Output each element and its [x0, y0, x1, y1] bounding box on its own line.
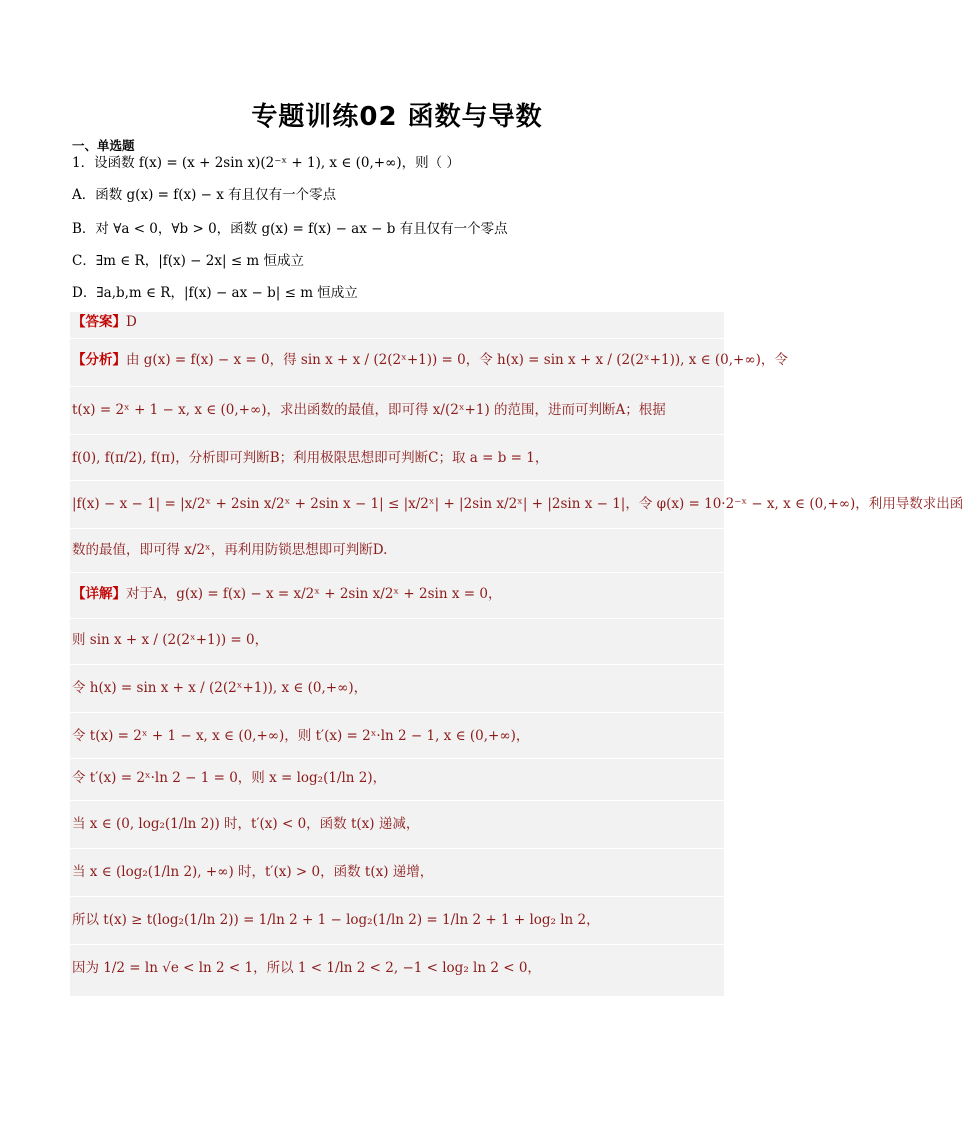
detail-text-1: 对于A，g(x) = f(x) − x = x/2ˣ + 2sin x/2ˣ + 2sin x = 0， [126, 586, 502, 602]
answer-tag: 【答案】 [72, 314, 126, 330]
detail-text-2: 则 sin x + x / (2(2ˣ+1)) = 0， [72, 632, 269, 648]
analysis-text-2: t(x) = 2ˣ + 1 − x, x ∈ (0,+∞)，求出函数的最值，即可得 x/(2ˣ+1) 的范围，进而可判断A；根据 [72, 402, 666, 418]
detail-text-9: 因为 1/2 = ln √e < ln 2 < 1，所以 1 < 1/ln 2 < 2, −1 < log₂ ln 2 < 0， [72, 960, 541, 976]
detail-text-6: 当 x ∈ (0, log₂(1/ln 2)) 时，t′(x) < 0，函数 t(x) 递减， [72, 816, 420, 832]
detail-text-5: 令 t′(x) = 2ˣ·ln 2 − 1 = 0，则 x = log₂(1/ln 2)， [72, 770, 387, 786]
answer-line [72, 312, 137, 332]
analysis-text-5: 数的最值，即可得 x/2ˣ，再利用防锁思想即可判断D. [72, 542, 388, 558]
analysis-text-3: f(0), f(π/2), f(π)，分析即可判断B；利用极限思想即可判断C；取 a = b = 1， [72, 450, 549, 466]
detail-text-3: 令 h(x) = sin x + x / (2(2ˣ+1)), x ∈ (0,+∞)， [72, 680, 368, 696]
analysis-text-1: 由 g(x) = f(x) − x = 0，得 sin x + x / (2(2ˣ+1)) = 0，令 h(x) = sin x + x / (2(2ˣ+1)), x ∈ (0,+∞)，令 [126, 352, 788, 368]
answer-value: D [126, 314, 137, 330]
question-stem: 1．设函数 f(x) = (x + 2sin x)(2⁻ˣ + 1), x ∈ (0,+∞)，则（ ） [72, 155, 460, 171]
analysis-tag: 【分析】 [72, 352, 126, 368]
option-c: C．∃m ∈ R，|f(x) − 2x| ≤ m 恒成立 [72, 253, 305, 269]
detail-tag: 【详解】 [72, 586, 126, 602]
page-title: 专题训练02 函数与导数 [251, 102, 543, 132]
section-heading: 一、单选题 [72, 138, 135, 153]
detail-text-7: 当 x ∈ (log₂(1/ln 2), +∞) 时，t′(x) > 0，函数 t(x) 递增， [72, 864, 434, 880]
option-b: B．对 ∀a < 0，∀b > 0，函数 g(x) = f(x) − ax − b 有且仅有一个零点 [72, 221, 508, 237]
option-d: D．∃a,b,m ∈ R，|f(x) − ax − b| ≤ m 恒成立 [72, 285, 358, 301]
detail-text-4: 令 t(x) = 2ˣ + 1 − x, x ∈ (0,+∞)，则 t′(x) = 2ˣ·ln 2 − 1, x ∈ (0,+∞)， [72, 728, 530, 744]
detail-text-8: 所以 t(x) ≥ t(log₂(1/ln 2)) = 1/ln 2 + 1 − log₂(1/ln 2) = 1/ln 2 + 1 + log₂ ln 2， [72, 912, 600, 928]
detail-line-1 [72, 584, 501, 604]
option-a: A．函数 g(x) = f(x) − x 有且仅有一个零点 [72, 187, 337, 203]
analysis-line-1 [72, 350, 788, 370]
analysis-text-4: |f(x) − x − 1| = |x/2ˣ + 2sin x/2ˣ + 2sin x − 1| ≤ |x/2ˣ| + |2sin x/2ˣ| + |2sin x − 1|，令 φ(x) = 10·2⁻ˣ − x, x ∈ (0,+∞)，利用导数求出函 [72, 496, 963, 512]
